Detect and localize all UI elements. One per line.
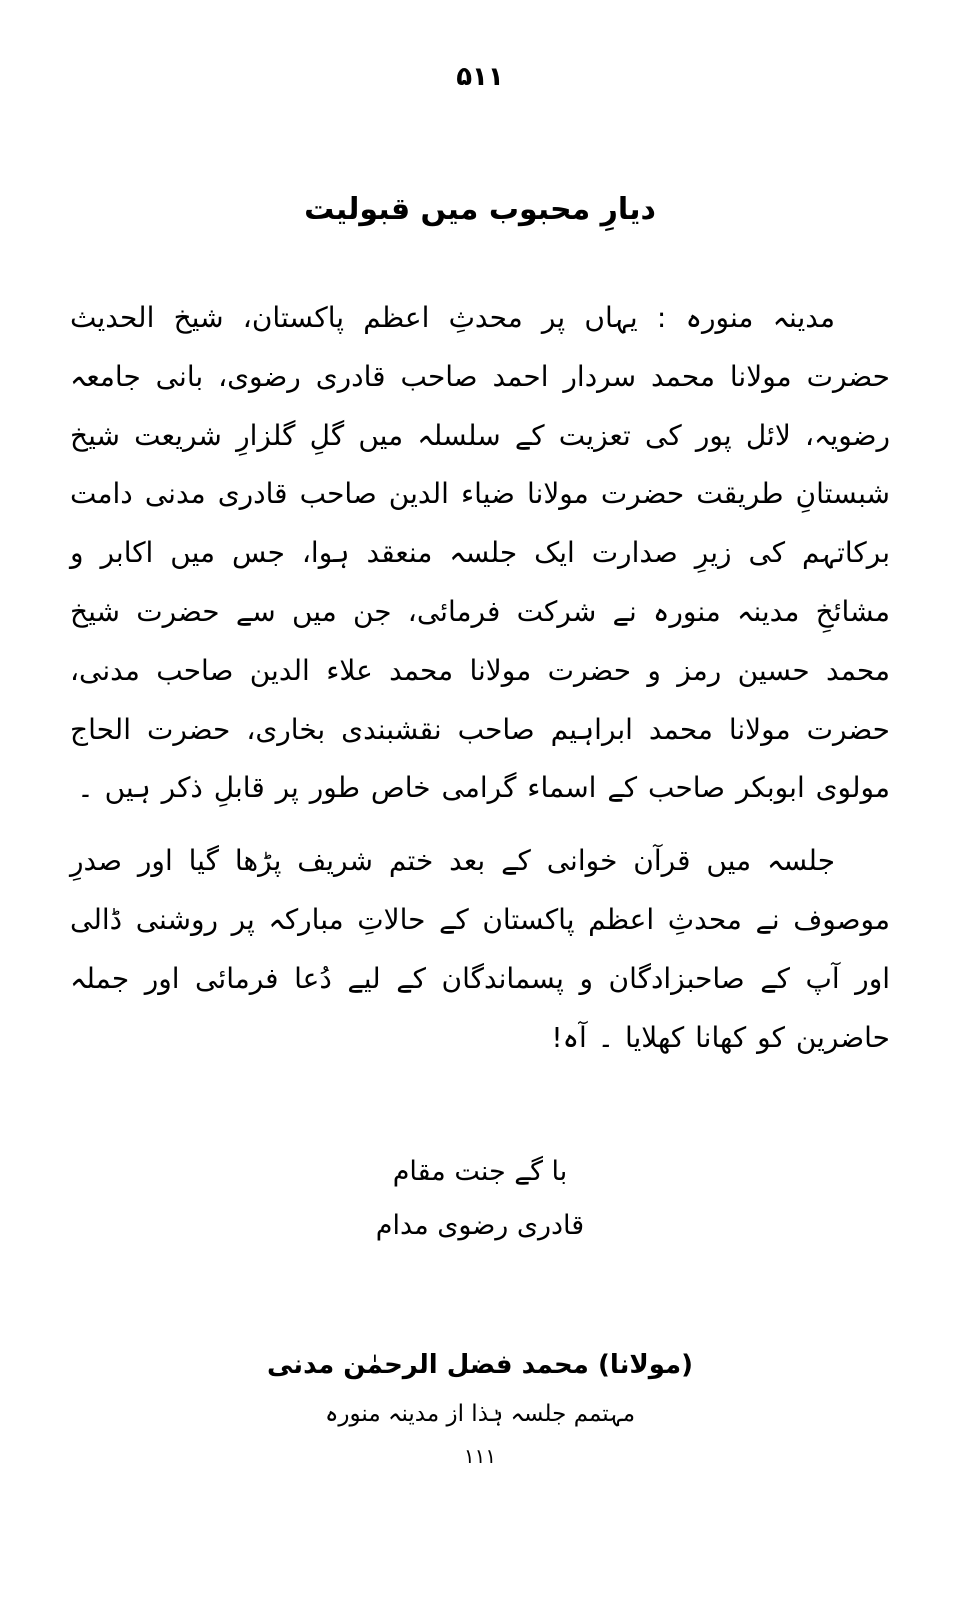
body-text — [70, 289, 890, 1067]
signature-name: (مولانا) محمد فضل الرحمٰن مدنی — [267, 1350, 693, 1381]
signature-block — [70, 1341, 890, 1475]
couplet-block — [70, 1145, 890, 1253]
couplet-line: با گے جنت مقام — [392, 1156, 568, 1188]
signature-role: مہتمم جلسہ ہٰذا از مدینہ منورہ — [324, 1401, 636, 1428]
signature-mark: ۱۱۱ — [463, 1444, 497, 1468]
page-number: ۵۱۱ — [456, 62, 504, 92]
couplet-line: قادری رضوی مدام — [375, 1210, 585, 1242]
page-title: دیارِ محبوب میں قبولیت — [304, 192, 656, 227]
paragraph: مدینہ منورہ : یہاں پر محدثِ اعظم پاکستان، شیخ الحدیث حضرت مولانا محمد سردار احمد صاحب قادری رضوی، بانی جامعہ رضویہ، لائل پور کی تعزیت کے سلسلہ میں گلِ گلزارِ شریعت شیخ شبستانِ طریقت حضرت مولانا ضیاء الدین صاحب قادری مدنی دامت برکاتہم کی زیرِ صدارت ایک جلسہ منعقد ہوا، جس میں اکابر و مشائخِ مدینہ منورہ نے شرکت فرمائی، جن میں سے حضرت شیخ محمد حسین رمز و حضرت مولانا محمد علاء الدین صاحب مدنی، حضرت مولانا محمد ابراہیم صاحب نقشبندی بخاری، حضرت الحاج مولوی ابوبکر صاحب کے اسماء گرامی خاص طور پر قابلِ ذکر ہیں ۔ — [70, 301, 890, 805]
paragraph: جلسہ میں قرآن خوانی کے بعد ختم شریف پڑھا گیا اور صدرِ موصوف نے محدثِ اعظم پاکستان کے حالاتِ مبارکہ پر روشنی ڈالی اور آپ کے صاحبزادگان و پسماندگان کے لیے دُعا فرمائی اور جملہ حاضرین کو کھانا کھلایا ۔ آہ! — [70, 844, 890, 1054]
